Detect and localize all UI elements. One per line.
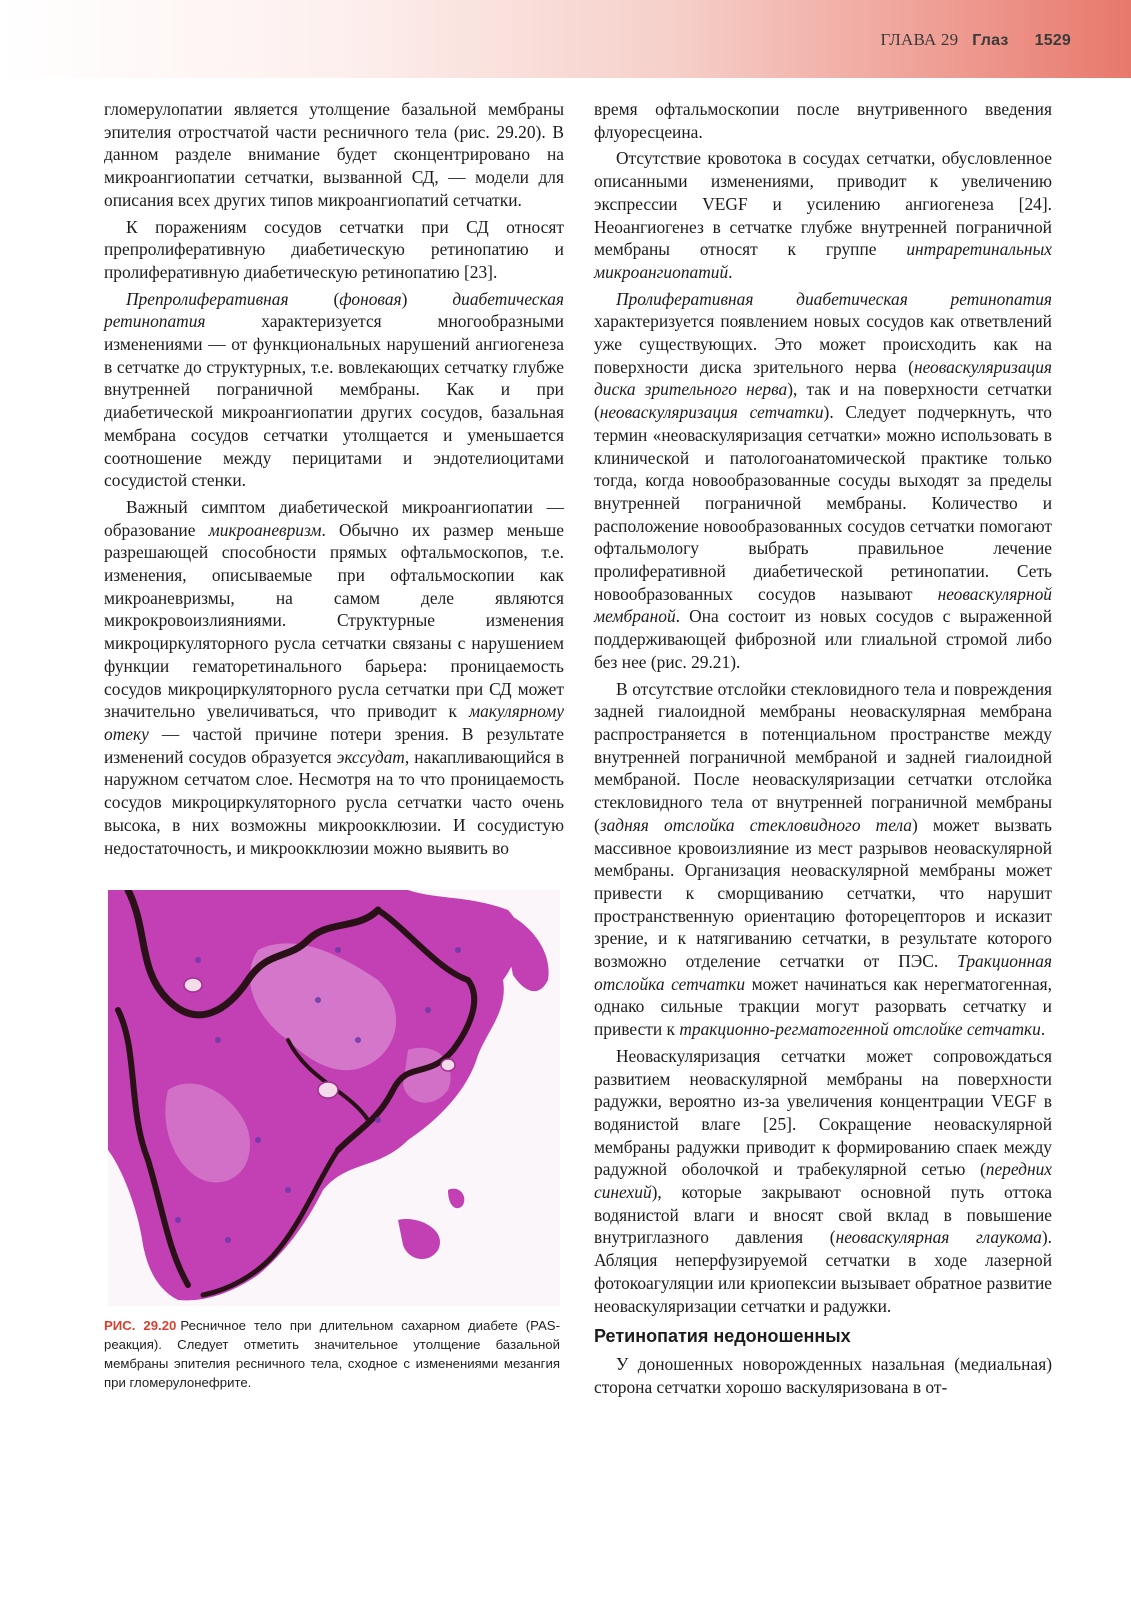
text-run: может начинаться как нерегматогенная, однако сильные тракции могут разорвать сетчатку и привести к [594,973,1053,1040]
italic-term: неоваскуляризация сетчатки [599,402,824,423]
italic-term: интраретинальных микроангиопатий [594,239,1052,282]
text-run: — частой причине потери зрения. В результате изменений сосудов образуется [104,723,564,767]
chapter-label: ГЛАВА 29 [880,30,959,49]
italic-term: Пролиферативная диабетическая ретинопатия [616,288,1052,309]
paragraph [594,1045,1052,1317]
text-run: Неоваскуляризация сетчатки может сопровождаться развитием неоваскулярной мембраны на поверхности радужки, вероятно из-за увеличения концентрации VEGF в водянистой влаге [25]. Сокращение неоваскулярной мембраны радужки приводит к формированию спаек между радужной оболочкой и трабекулярной сетью ( [594,1045,1052,1180]
italic-term: Препролиферативная [126,288,289,309]
text-run: ). Следует подчеркнуть, что термин «неоваскуляризация сетчатки» можно использовать в клинической и патологоанатомической практике только тогда, когда новообразованные сосуды выходят за пределы внутренней пограничной мембраны. Количество и расположение новообразованных сосудов сетчатки помогают офтальмологу выбрать правильное лечение пролиферативной диабетической ретинопатии. Сеть новообразованных сосудов называют [594,402,1052,604]
text-run: , накапливающийся в наружном сетчатом слое. Несмотря на то что проницаемость сосудов микроциркуляторного русла сетчатки часто очень высока, в них возможны микроокклюзии. И сосудистую недостаточность, и микроокклюзии можно выявить во [104,746,564,858]
ciliary-body-micrograph [108,890,560,1306]
italic-term: неоваскулярная глаукома [835,1227,1042,1248]
text-run: ( [288,288,340,309]
italic-term: неоваскулярной мембраной [594,583,1052,627]
paragraph [594,147,1052,283]
section-title: Глаз [972,32,1009,49]
paragraph [594,1353,1052,1398]
figure-caption [104,1316,560,1392]
text-run: Отсутствие кровотока в сосудах сетчатки, обусловленное описанными изменениями, приводит к увеличению экспрессии VEGF и усилению ангиогенеза [24]. Неоангиогенез в сетчатке глубже внутренней пограничной мембраны относят к группе [594,148,1052,260]
right-column [594,98,1052,1399]
text-run: ), так и на поверхности сетчатки ( [594,379,1052,423]
text-run: . [1040,1019,1046,1040]
paragraph [104,288,564,492]
page-number: 1529 [1034,32,1071,49]
italic-term: макулярному отеку [104,701,564,744]
paragraph [104,496,564,859]
text-run: ). Абляция неперфузируемой сетчатки в ходе лазерной фотокоагуляции или криопексии вызывает обратное развитие неоваскуляризации сетчатки и радужки. [594,1227,1052,1316]
figure-histology-image [108,890,560,1306]
paragraph [594,288,1052,674]
text-run: ) может вызвать массивное кровоизлияние из мест разрывов неоваскулярной мембраны. Организация неоваскулярной мембраны может привести к сморщиванию сетчатки, что нарушит пространственную ориентацию фоторецепторов и исказит зрение, и к натягиванию сетчатки, в результате которого возможно отделение сетчатки от ПЭС. [594,814,1052,972]
paragraph [594,98,1052,143]
italic-term: диабетическая ретинопатия [104,288,565,332]
figure-label: РИС. 29.20 [104,1318,177,1333]
text-run: ), которые закрывают основной путь оттока водянистой влаги и вносят свой вклад в повышение внутриглазного давления ( [594,1182,1052,1248]
italic-term: задняя отслойка стекловидного тела [599,814,912,835]
text-run: . Она состоит из новых сосудов с выраженной поддерживающей фиброзной или глиальной стромой либо без нее (рис. 29.21). [594,606,1052,672]
text-run: У доношенных новорожденных назальная (медиальная) сторона сетчатки хорошо васкуляризована в от- [594,1354,1052,1397]
italic-term: фоновая [339,288,402,309]
text-run: Важный симптом диабетической микроангиопатии — образование [104,496,564,540]
italic-term: неоваскуляризация диска зрительного нерва [594,356,1052,400]
paragraph [104,98,564,212]
italic-term: экссудат [336,746,405,767]
text-run: характеризуется многообразными изменениями — от функциональных нарушений ангиогенеза в сетчатке до структурных, т.е. вовлекающих сетчатку глубже внутренней пограничной мембраны. Как и при диабетической микроангиопатии других сосудов, базальная мембрана сосудов сетчатки утолщается и уменьшается соотношение между перицитами и эндотелиоцитами сосудистой стенки. [104,311,564,491]
text-run: . [728,261,733,282]
italic-term: тракционно-регматогенной отслойке сетчатки [679,1019,1041,1040]
text-run: ) [401,288,453,309]
text-run: характеризуется появлением новых сосудов как ответвлений уже существующих. Это может происходить как на поверхности диска зрительного нерва ( [594,311,1052,377]
italic-term: Тракционная отслойка сетчатки [594,951,1052,994]
text-run: В отсутствие отслойки стекловидного тела и повреждения задней гиалоидной мембраны неоваскулярная мембрана распространяется в потенциальном пространстве между внутренней пограничной мембраной и задней гиалоидной мембраной. После неоваскуляризации сетчатки отслойка стекловидного тела от внутренней пограничной мембраны ( [594,678,1052,835]
left-column [104,98,564,859]
section-heading: Ретинопатия недоношенных [594,1326,851,1347]
text-run: гломерулопатии является утолщение базальной мембраны эпителия отростчатой части ресничного тела (рис. 29.20). В данном разделе внимание будет сконцентрировано на микроангиопатии сетчатки, вызванной СД, — модели для описания всех других типов микроангиопатий сетчатки. [104,99,564,210]
figure-caption-text: Ресничное тело при длительном сахарном диабете (PAS-реакция). Следует отметить значительное утолщение базальной мембраны эпителия ресничного тела, сходное с изменениями мезангия при гломерулонефрите. [104,1318,560,1390]
text-run: К поражениям сосудов сетчатки при СД относят препролиферативную диабетическую ретинопатию и пролиферативную диабетическую ретинопатию [23]. [104,216,564,282]
running-head [881,30,1071,50]
italic-term: передних синехий [594,1159,1052,1203]
italic-term: микроаневризм [208,519,322,540]
text-run: . Обычно их размер меньше разрешающей способности прямых офтальмоскопов, т.е. изменения, описываемые при офтальмоскопии как микроаневризмы, на самом деле являются микрокровоизлияниями. Структурные изменения микроциркуляторного русла сетчатки связаны с нарушением функции гематоретинального барьера: проницаемость сосудов микроциркуляторного русла сетчатки при СД может значительно увеличиваться, что приводит к [104,519,564,722]
paragraph [594,678,1052,1041]
text-run: время офтальмоскопии после внутривенного введения флуоресцеина. [594,99,1052,142]
paragraph [104,216,564,284]
